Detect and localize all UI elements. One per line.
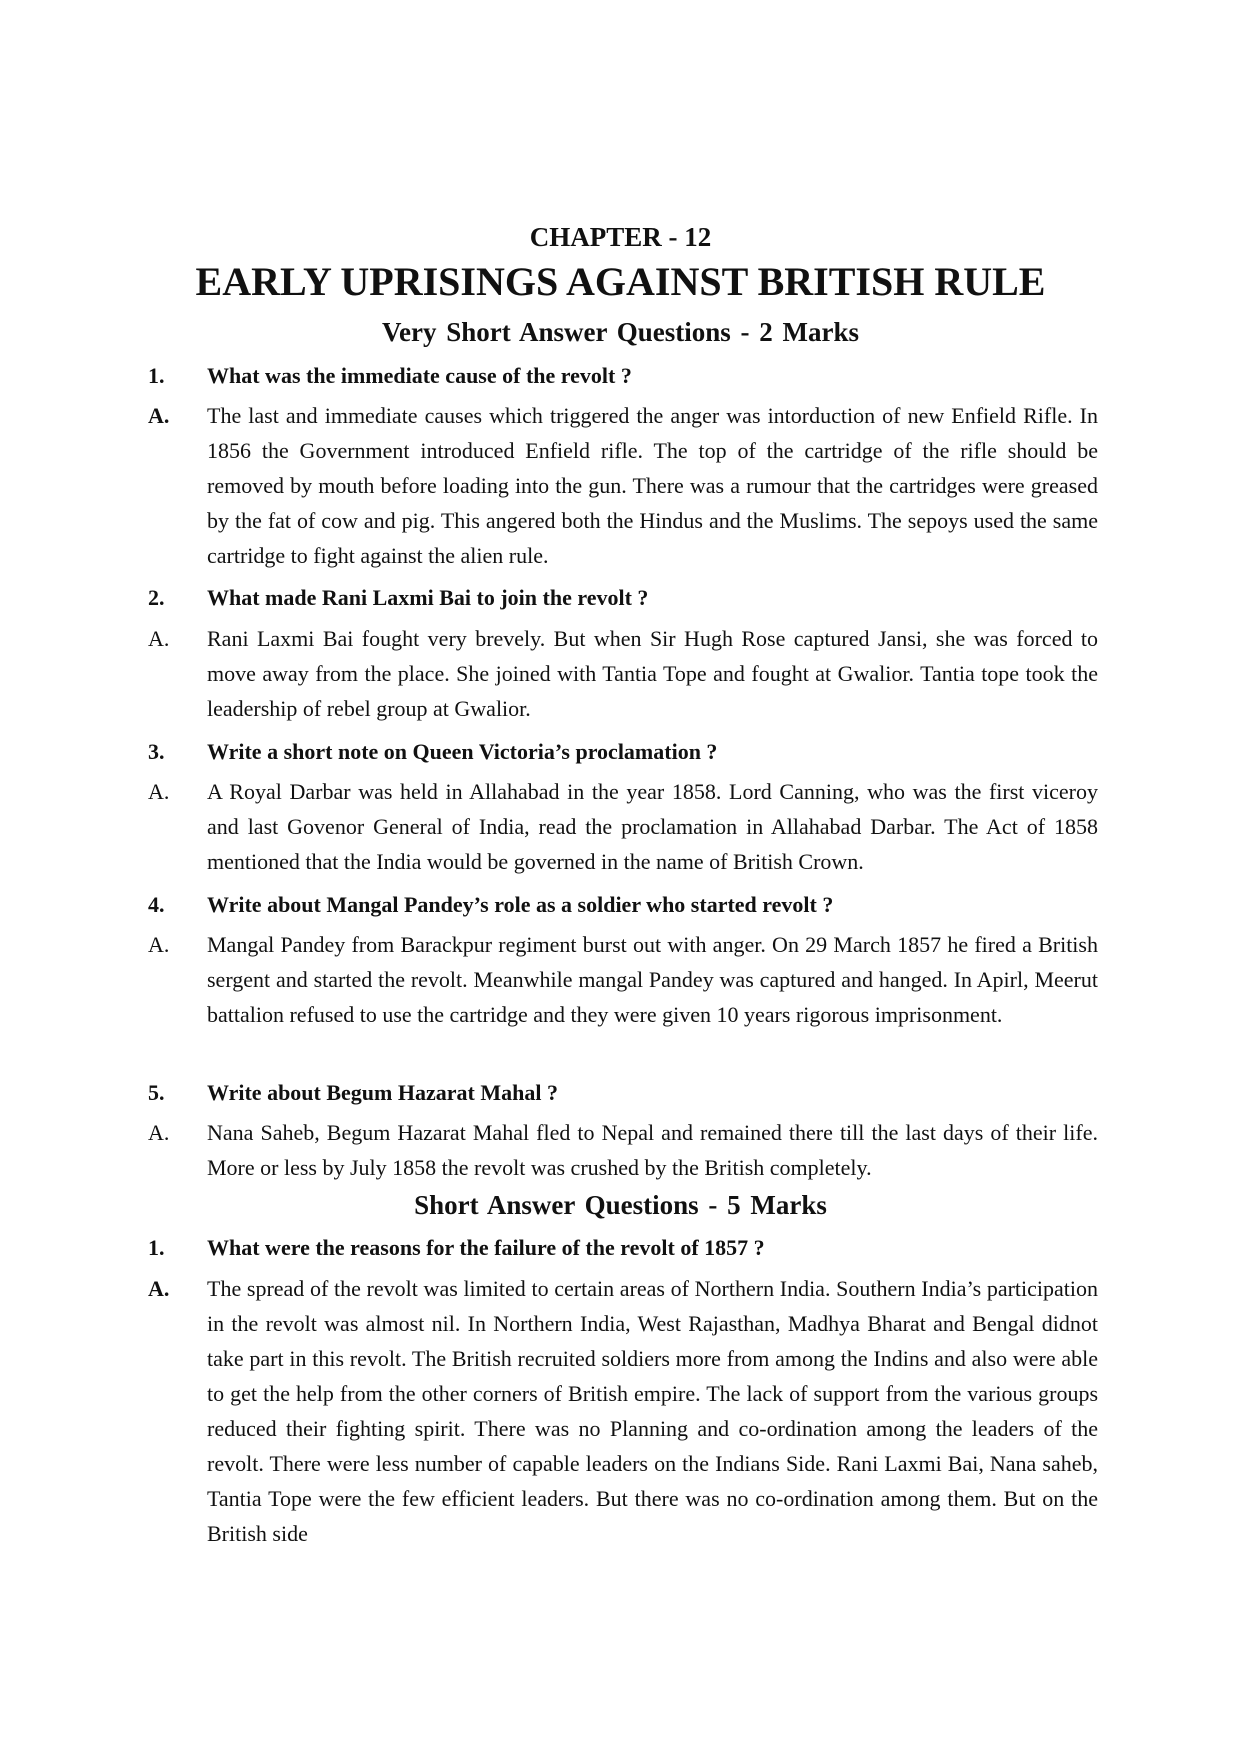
answer-label: A. xyxy=(148,403,170,428)
answer-text: A Royal Darbar was held in Allahabad in the year 1858. Lord Canning, who was the first viceroy and last Govenor General of India, read the proclamation in Allahabad Darbar. The Act of 1858 mentioned that the India would be governed in the name of British Crown. xyxy=(207,779,1098,874)
question-number: 4. xyxy=(148,892,165,917)
answer-block xyxy=(148,1115,1098,1185)
answer-block xyxy=(148,927,1098,1032)
section-heading-very-short: Very Short Answer Questions - 2 Marks xyxy=(381,317,859,347)
question-number: 2. xyxy=(148,585,165,610)
question-number: 1. xyxy=(148,363,165,388)
answer-block xyxy=(148,398,1098,573)
chapter-label: CHAPTER - 12 xyxy=(529,222,712,252)
question-block xyxy=(148,1230,1098,1265)
answer-label: A. xyxy=(148,1120,170,1145)
question-block xyxy=(148,1075,1098,1110)
question-text: What were the reasons for the failure of the revolt of 1857 ? xyxy=(207,1235,765,1260)
question-text: Write about Mangal Pandey’s role as a soldier who started revolt ? xyxy=(207,892,834,917)
answer-label: A. xyxy=(148,626,170,651)
question-text: What was the immediate cause of the revolt ? xyxy=(207,363,632,388)
answer-text: The last and immediate causes which triggered the anger was intorduction of new Enfield Rifle. In 1856 the Government introduced Enfield rifle. The top of the cartridge of the rifle should be removed by mouth before loading into the gun. There was a rumour that the cartridges were greased by the fat of cow and pig. This angered both the Hindus and the Muslims. The sepoys used the same cartridge to fight against the alien rule. xyxy=(207,403,1098,568)
question-block xyxy=(148,734,1098,769)
answer-block xyxy=(148,1271,1098,1551)
answer-text: The spread of the revolt was limited to certain areas of Northern India. Southern India’s participation in the revolt was almost nil. In Northern India, West Rajasthan, Madhya Bharat and Bengal didnot take part in this revolt. The British recruited soldiers more from among the Indins and also were able to get the help from the other corners of British empire. The lack of support from the various groups reduced their fighting spirit. There was no Planning and co-ordination among the leaders of the revolt. There were less number of capable leaders on the Indians Side. Rani Laxmi Bai, Nana saheb, Tantia Tope were the few efficient leaders. But there was no co-ordination among them. But on the British side xyxy=(207,1276,1098,1546)
question-block xyxy=(148,580,1098,615)
section-heading-short: Short Answer Questions - 5 Marks xyxy=(414,1190,827,1220)
question-block xyxy=(148,358,1098,393)
answer-block xyxy=(148,774,1098,879)
question-number: 5. xyxy=(148,1080,165,1105)
question-text: Write about Begum Hazarat Mahal ? xyxy=(207,1080,558,1105)
answer-text: Rani Laxmi Bai fought very brevely. But when Sir Hugh Rose captured Jansi, she was forced to move away from the place. She joined with Tantia Tope and fought at Gwalior. Tantia tope took the leadership of rebel group at Gwalior. xyxy=(207,626,1098,721)
question-number: 3. xyxy=(148,739,165,764)
answer-label: A. xyxy=(148,932,170,957)
answer-label: A. xyxy=(148,1276,170,1301)
answer-text: Nana Saheb, Begum Hazarat Mahal fled to Nepal and remained there till the last days of their life. More or less by July 1858 the revolt was crushed by the British completely. xyxy=(207,1120,1098,1180)
chapter-title: EARLY UPRISINGS AGAINST BRITISH RULE xyxy=(195,259,1046,304)
question-text: Write a short note on Queen Victoria’s proclamation ? xyxy=(207,739,718,764)
question-text: What made Rani Laxmi Bai to join the revolt ? xyxy=(207,585,649,610)
answer-text: Mangal Pandey from Barackpur regiment burst out with anger. On 29 March 1857 he fired a British sergent and started the revolt. Meanwhile mangal Pandey was captured and hanged. In Apirl, Meerut battalion refused to use the cartridge and they were given 10 years rigorous imprisonment. xyxy=(207,932,1098,1027)
answer-label: A. xyxy=(148,779,170,804)
answer-block xyxy=(148,621,1098,726)
question-number: 1. xyxy=(148,1235,165,1260)
question-block xyxy=(148,887,1098,922)
